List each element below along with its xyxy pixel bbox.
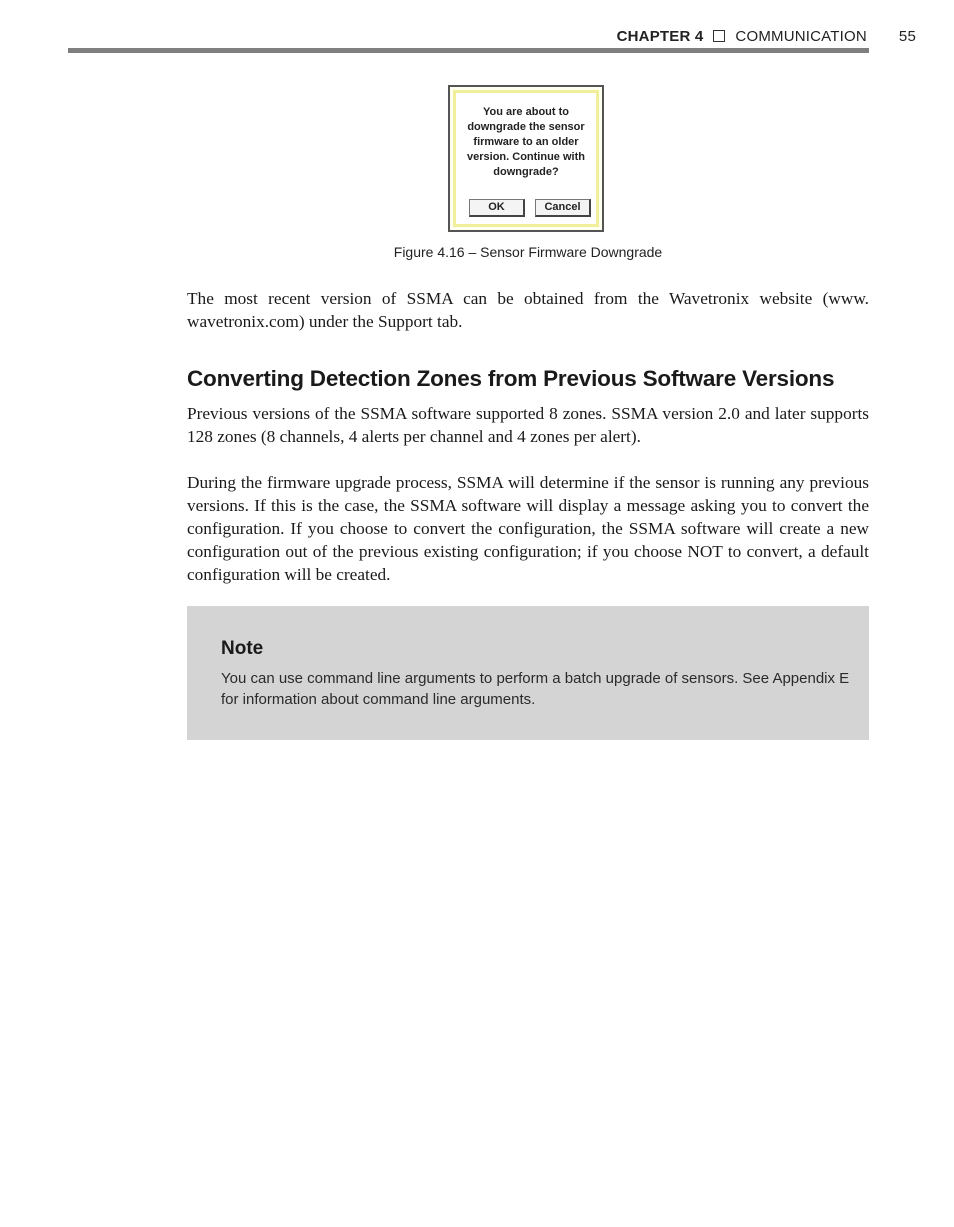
note-title: Note <box>221 638 264 659</box>
paragraph-zone-support: Previous versions of the SSMA software supported 8 zones. SSMA version 2.0 and later supports 128 zones (8 channels, 4 alerts per channel and 4 zones per alert). <box>187 404 869 446</box>
paragraph-upgrade-process: During the firmware upgrade process, SSMA will determine if the sensor is running any previous versions. If this is the case, the SSMA software will display a message asking you to convert the configuration. If you choose to convert the configuration, the SSMA software will create a new configuration out of the previous existing configuration; if you choose NOT to convert, a default configuration will be created. <box>187 473 869 584</box>
separator-box-icon <box>713 30 725 42</box>
note-box <box>187 606 869 740</box>
paragraph-ssma-download: The most recent version of SSMA can be obtained from the Wavetronix website (www. wavetronix.com) under the Support tab. <box>187 289 869 331</box>
section-heading: Converting Detection Zones from Previous Software Versions <box>187 366 835 391</box>
figure-caption: Figure 4.16 – Sensor Firmware Downgrade <box>393 244 663 260</box>
chapter-label: CHAPTER 4 <box>616 27 704 45</box>
note-text: You can use command line arguments to perform a batch upgrade of sensors. See Appendix E for information about command line arguments. <box>221 670 850 708</box>
header-rule <box>68 48 869 53</box>
section-label: COMMUNICATION <box>735 27 867 45</box>
dialog-message: You are about to downgrade the sensor firmware to an older version. Continue with downgrade? <box>467 106 585 178</box>
running-header <box>617 26 916 46</box>
downgrade-dialog-figure <box>448 85 604 232</box>
ok-button: OK <box>469 199 525 217</box>
page-number: 55 <box>898 27 916 45</box>
cancel-button: Cancel <box>535 199 591 217</box>
